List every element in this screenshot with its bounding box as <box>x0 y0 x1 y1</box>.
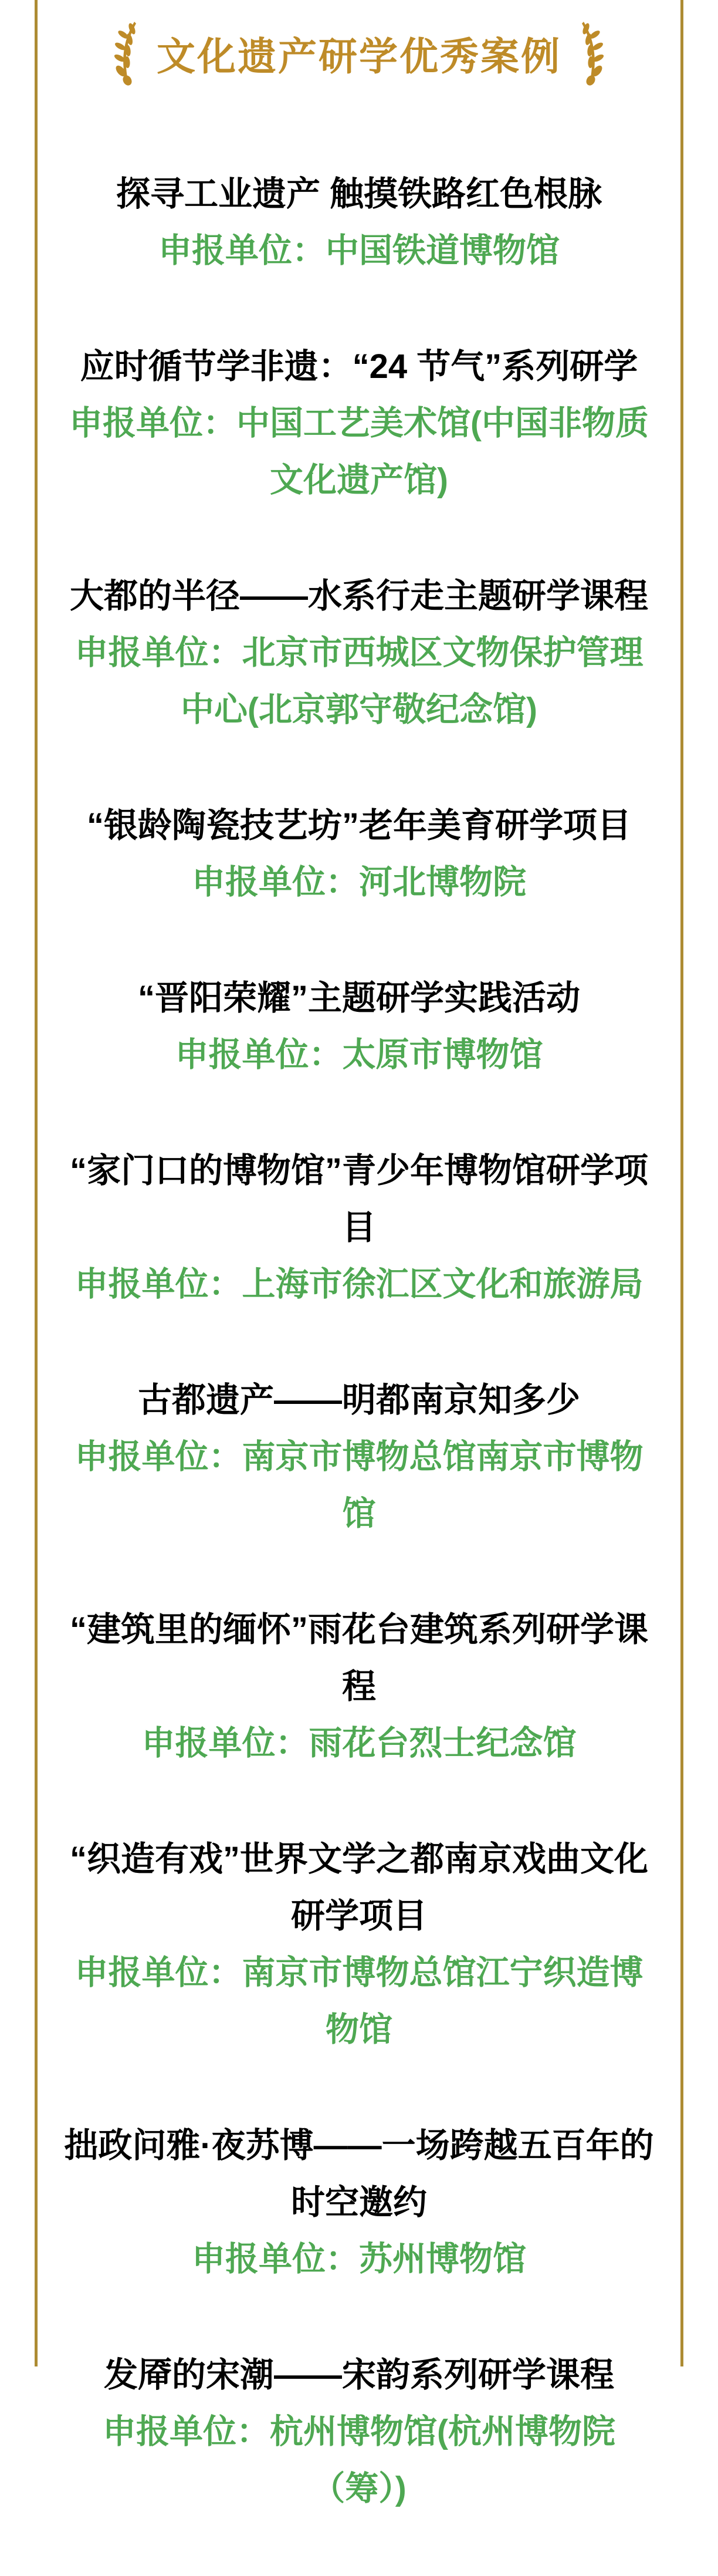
right-border-line <box>680 0 683 2366</box>
case-entry <box>60 797 658 911</box>
case-applicant: 申报单位：北京市西城区文物保护管理中心(北京郭守敬纪念馆) <box>74 634 644 728</box>
case-applicant: 申报单位：南京市博物总馆江宁织造博物馆 <box>74 1954 644 2048</box>
case-applicant: 申报单位：南京市博物总馆南京市博物馆 <box>74 1438 644 1532</box>
laurel-wheat-right-icon <box>577 17 613 89</box>
case-list <box>38 166 680 2517</box>
case-entry <box>60 166 658 279</box>
case-title: 应时循节学非遗：“24 节气”系列研学 <box>80 347 638 386</box>
case-title: “银龄陶瓷技艺坊”老年美育研学项目 <box>86 806 631 845</box>
case-entry <box>60 1601 658 1772</box>
case-title: 拙政问雅·夜苏博——一场跨越五百年的时空邀约 <box>64 2126 654 2221</box>
case-title: “晋阳荣耀”主题研学实践活动 <box>137 979 580 1017</box>
case-title: “建筑里的缅怀”雨花台建筑系列研学课程 <box>69 1611 648 1706</box>
case-applicant: 申报单位：杭州博物馆(杭州博物院（筹）) <box>103 2413 615 2507</box>
document-content <box>38 0 680 2576</box>
case-applicant: 申报单位：河北博物院 <box>192 863 526 901</box>
case-entry <box>60 2347 658 2517</box>
case-entry <box>60 2117 658 2288</box>
case-entry <box>60 338 658 509</box>
page-title: 文化遗产研学优秀案例 <box>157 34 561 78</box>
case-applicant: 申报单位：中国铁道博物馆 <box>158 232 560 269</box>
case-title: 古都遗产——明都南京知多少 <box>137 1381 580 1419</box>
case-applicant: 申报单位：上海市徐汇区文化和旅游局 <box>74 1265 644 1303</box>
case-entry <box>60 1831 658 2058</box>
case-title: 大都的半径——水系行走主题研学课程 <box>69 577 648 615</box>
case-applicant: 申报单位：中国工艺美术馆(中国非物质文化遗产馆) <box>69 404 649 499</box>
case-entry <box>60 1372 658 1542</box>
case-title: “织造有戏”世界文学之都南京戏曲文化研学项目 <box>69 1840 648 1935</box>
case-title: 探寻工业遗产 触摸铁路红色根脉 <box>116 175 602 213</box>
main-title-row <box>38 8 680 97</box>
case-entry <box>60 568 658 738</box>
laurel-wheat-left-icon <box>105 17 141 89</box>
case-title: “家门口的博物馆”青少年博物馆研学项目 <box>69 1152 648 1247</box>
case-title: 发厣的宋潮——宋韵系列研学课程 <box>103 2356 614 2394</box>
case-entry <box>60 970 658 1083</box>
case-applicant: 申报单位：雨花台烈士纪念馆 <box>141 1724 577 1762</box>
case-applicant: 申报单位：苏州博物馆 <box>192 2240 526 2278</box>
case-entry <box>60 1142 658 1313</box>
case-applicant: 申报单位：太原市博物馆 <box>175 1036 543 1073</box>
